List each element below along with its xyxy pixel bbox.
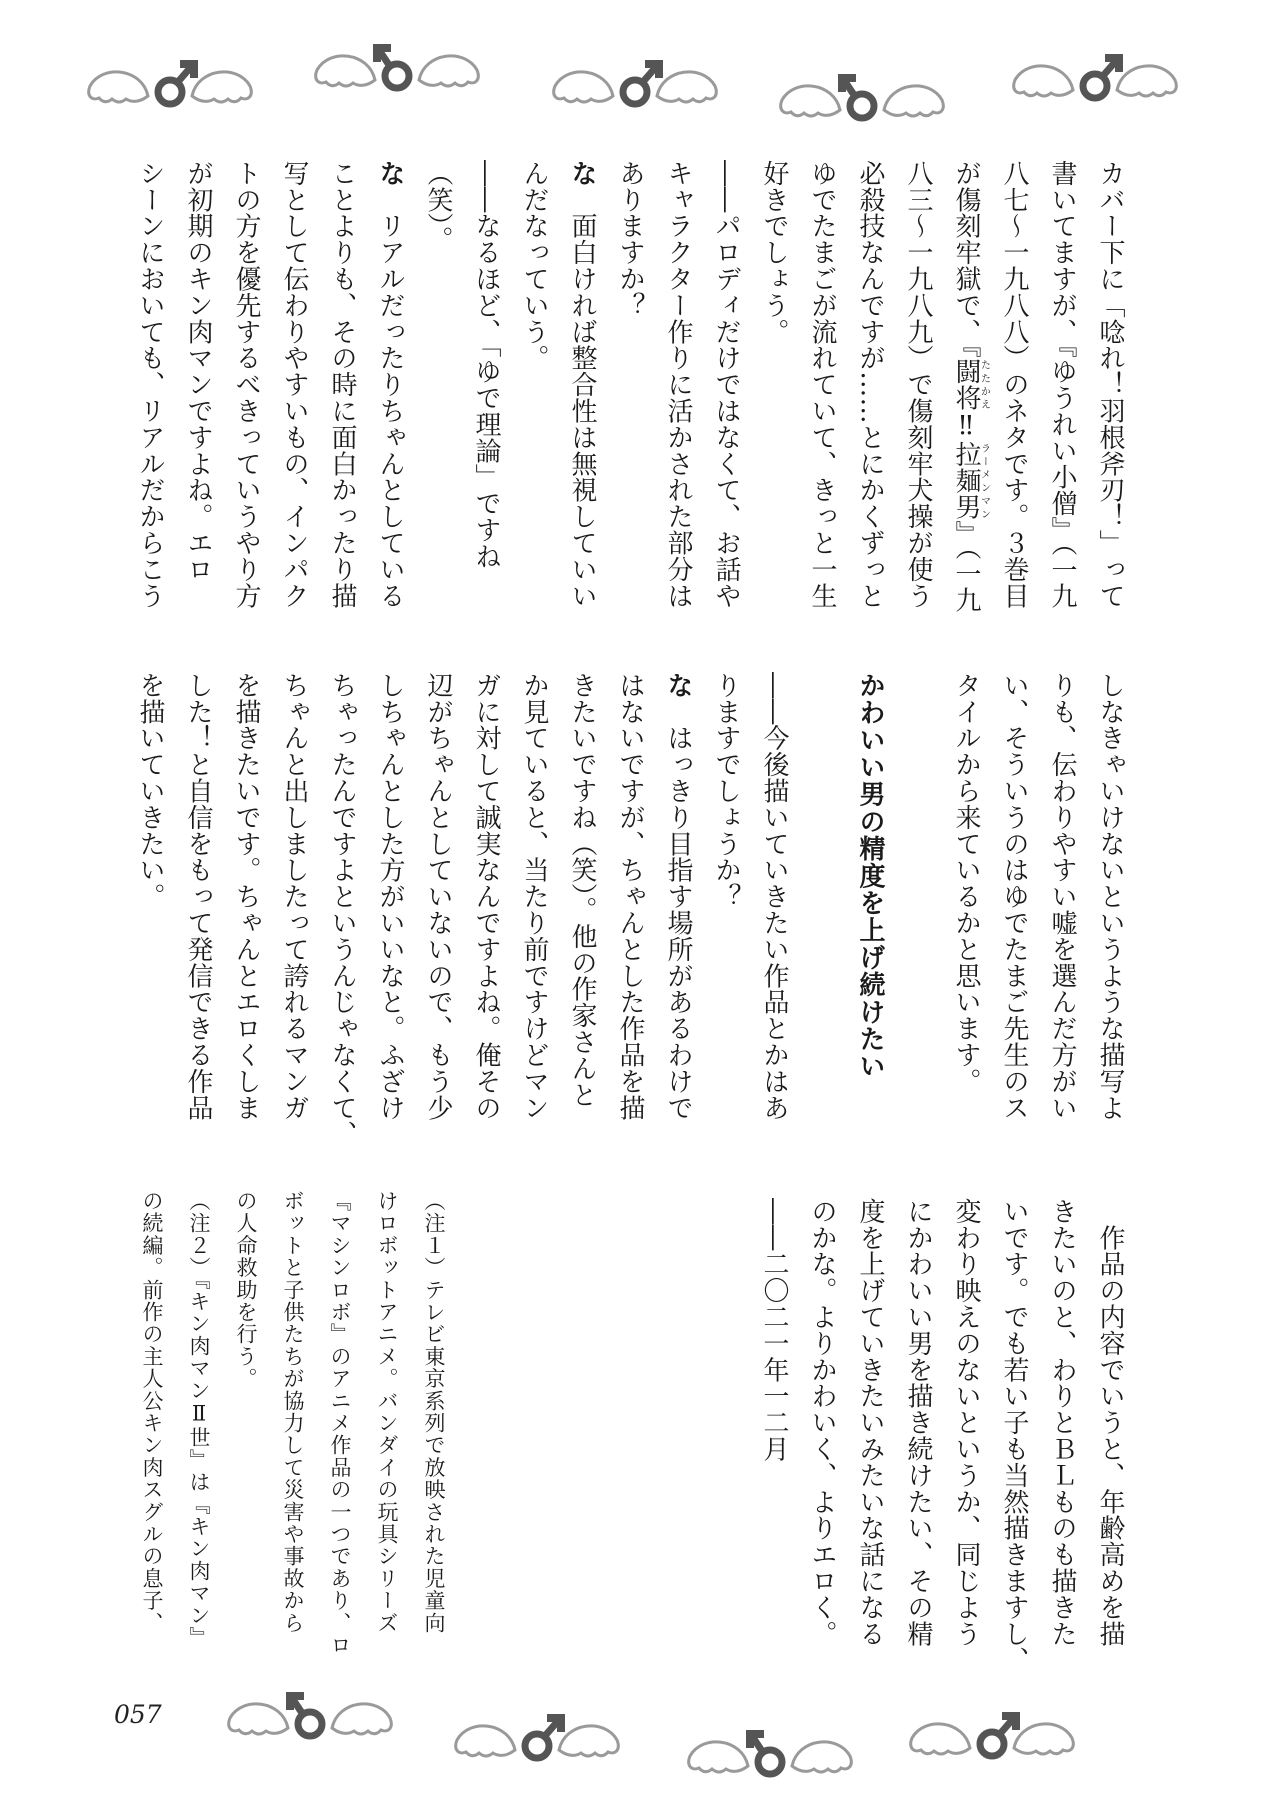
text-column: んだなっていう。: [519, 160, 549, 372]
text-column: カバー下に「唸れ！羽根斧刃！」って: [1095, 160, 1125, 609]
column-text: が傷刻牢獄で、『: [951, 160, 981, 359]
ruby-text: [951, 358, 990, 412]
ruby-reading: たたかえ: [978, 358, 990, 411]
text-column: 『マシンロボ』のアニメ作品の一つであり、ロ: [328, 1190, 352, 1657]
text-column: ――今後描いていきたい作品とかはあ: [759, 672, 789, 1121]
text-column: りますでしょうか？: [711, 672, 741, 910]
section-heading: かわいい男の精度を上げ続けたい: [855, 672, 885, 1080]
page-number: 057: [114, 1700, 162, 1729]
winged-male-symbol-icon: [224, 1684, 396, 1746]
text-column: の続編。前作の主人公キン肉スグルの息子、: [140, 1190, 164, 1634]
text-column: ちゃったんですよというんじゃなくて、: [327, 672, 357, 1148]
text-column: ――パロディだけではなくて、お話や: [711, 160, 741, 609]
text-column: はないですが、ちゃんとした作品を描: [615, 672, 645, 1121]
column-text: リアルだったりちゃんとしている: [375, 186, 405, 609]
column-text: 』（一九: [951, 520, 981, 614]
text-column: ――二〇二一年一二月: [759, 1198, 789, 1462]
text-column: りも、伝わりやすい嘘を選んだ方がい: [1047, 672, 1077, 1121]
ruby-text: [951, 441, 990, 521]
winged-male-symbol-icon: [549, 52, 721, 114]
ruby-base: 闘将: [951, 358, 981, 412]
column-text: 面白ければ整合性は無視していい: [567, 186, 597, 609]
ruby-base: 拉麺男: [951, 441, 981, 521]
ruby-reading: ラーメンマン: [978, 441, 990, 521]
text-column: いです。でも若い子も当然描きますし、: [999, 1198, 1029, 1674]
text-column: を描いていきたい。: [135, 672, 165, 910]
text-column: ――なるほど、「ゆで理論」ですね: [471, 160, 501, 570]
text-column: 作品の内容でいうと、年齢高めを描: [1095, 1198, 1125, 1647]
text-column: が初期のキン肉マンですよね。エロ: [183, 160, 213, 583]
winged-male-symbol-icon: [84, 52, 256, 114]
text-column: ゆでたまごが流れていて、きっと一生: [807, 160, 837, 609]
text-column: ちゃんと出しましたって誇れるマンガ: [279, 672, 309, 1121]
text-column: の人命救助を行う。: [234, 1190, 258, 1390]
text-column: 八三〜一九八九）で傷刻牢犬操が使う: [903, 160, 933, 609]
speaker-mark: な: [375, 160, 405, 187]
text-column: シーンにおいても、リアルだからこう: [135, 160, 165, 609]
text-column: きたいですね（笑）。他の作家さんと: [567, 672, 597, 1108]
text-column: しなきゃいけないというような描写よ: [1095, 672, 1125, 1121]
winged-male-symbol-icon: [906, 1704, 1078, 1766]
speaker-mark: な: [663, 672, 693, 699]
column-text: はっきり目指す場所があるわけで: [663, 698, 693, 1121]
text-column: 書いてますが、『ゆうれい小僧』（一九: [1047, 160, 1077, 610]
text-column: [654, 672, 702, 1121]
text-column: キャラクター作りに活かされた部分は: [663, 160, 693, 609]
text-column: [558, 160, 606, 609]
text-column: けロボットアニメ。バンダイの玩具シリーズ: [375, 1190, 399, 1634]
text-column: ボットと子供たちが協力して災害や事故から: [281, 1190, 305, 1634]
text-column: 度を上げていきたいみたいな話になる: [855, 1198, 885, 1647]
column-text: ‼: [951, 411, 981, 442]
text-column: （注２）『キン肉マンⅡ世』は『キン肉マン』: [187, 1190, 211, 1649]
text-column: トの方を優先するべきっていうやり方: [231, 160, 261, 609]
text-column: （笑）。: [423, 160, 453, 253]
winged-male-symbol-icon: [1009, 46, 1181, 108]
winged-male-symbol-icon: [451, 1706, 623, 1768]
winged-male-symbol-icon: [311, 36, 483, 98]
text-column: 必殺技なんですが……とにかくずっと: [855, 160, 885, 609]
text-column: 辺がちゃんとしていないので、もう少: [423, 672, 453, 1121]
text-column: [366, 160, 414, 609]
text-column: [942, 160, 990, 613]
text-column: 好きでしょう。: [759, 160, 789, 345]
text-column: 変わり映えのないというか、同じよう: [951, 1198, 981, 1647]
text-column: を描きたいです。ちゃんとエロくしま: [231, 672, 261, 1121]
winged-male-symbol-icon: [684, 1722, 856, 1784]
text-column: した！と自信をもって発信できる作品: [183, 672, 213, 1121]
text-column: ガに対して誠実なんですよね。俺その: [471, 672, 501, 1121]
text-column: い、そういうのはゆでたまご先生のス: [999, 672, 1029, 1121]
text-column: ことよりも、その時に面白かったり描: [327, 160, 357, 609]
text-column: 八七〜一九八八）のネタです。３巻目: [999, 160, 1029, 609]
text-column: タイルから来ているかと思います。: [951, 672, 981, 1095]
text-column: きたいのと、わりとＢＬものも描きた: [1047, 1198, 1077, 1647]
text-column: のかな。よりかわいく、よりエロく。: [807, 1198, 837, 1647]
text-column: にかわいい男を描き続けたい、その精: [903, 1198, 933, 1647]
text-column: か見ていると、当たり前ですけどマン: [519, 672, 549, 1121]
winged-male-symbol-icon: [776, 66, 948, 128]
speaker-mark: な: [567, 160, 597, 187]
text-column: 写として伝わりやすいもの、インパク: [279, 160, 309, 609]
text-column: ありますか？: [615, 160, 645, 319]
text-column: （注１）テレビ東京系列で放映された児童向: [422, 1190, 446, 1634]
text-column: しちゃんとした方がいいなと。ふざけ: [375, 672, 405, 1121]
